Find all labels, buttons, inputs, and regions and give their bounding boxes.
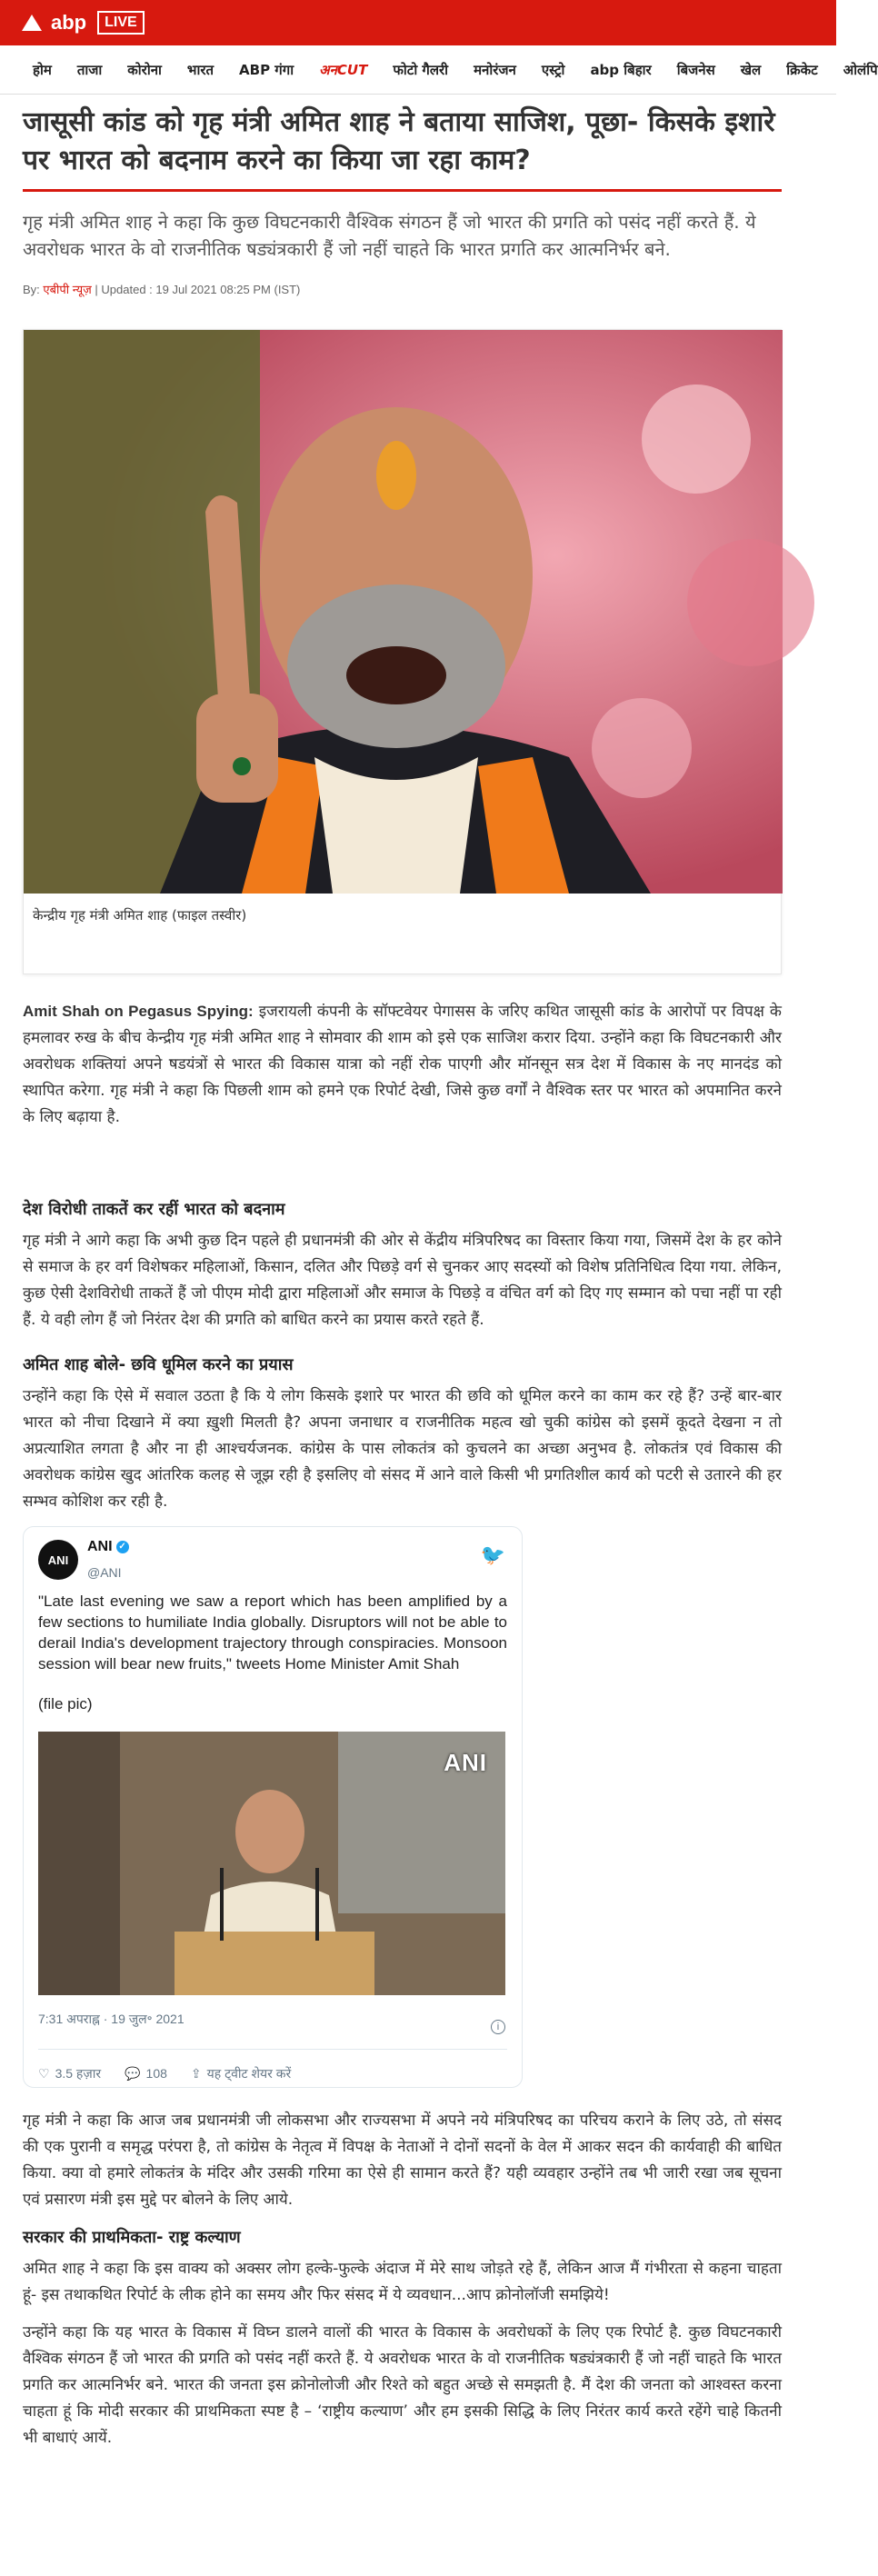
share-icon: ⇪ <box>190 2066 202 2081</box>
article-headline: जासूसी कांड को गृह मंत्री अमित शाह ने बताया साजिश, पूछा- किसके इशारे पर भारत को बदनाम करने का किया जा रहा काम? <box>23 104 782 192</box>
nav-item-2[interactable]: कोरोना <box>127 61 162 78</box>
nav-item-10[interactable]: बिजनेस <box>676 61 715 78</box>
info-icon[interactable]: i <box>491 2020 505 2034</box>
tweet-author-name[interactable] <box>87 1533 129 1560</box>
nav-item-3[interactable]: भारत <box>186 61 215 78</box>
by-label: By: <box>23 283 40 296</box>
main-nav <box>0 45 878 95</box>
tweet-author-name-text: ANI <box>87 1539 113 1554</box>
lead-text: इजरायली कंपनी के सॉफ्टवेयर पेगासस के जरिए कथित जासूसी कांड के आरोपों पर विपक्ष के हमलावर रुख के बीच केन्द्रीय गृह मंत्री अमित शाह ने सोमवार की शाम को इसे एक साजिश करार दिया. उन्होंने कहा कि विघटनकारी और अवरोधक शक्तियां अपने षडयंत्रों से भारत की विकास यात्रा को नहीं रोक पाएगी और मॉनसून सत्र देश में विकास के नए मानदंड को स्थापित करेगा. गृह मंत्री ने कहा कि पिछली शाम को हमने एक रिपोर्ट देखी, जिसे कुछ वर्गों ने वैश्विक स्तर पर भारत को अपमानित करने के लिए बढ़ाया है. <box>23 1003 782 1126</box>
twitter-bird-icon[interactable]: 🐦 <box>480 1543 505 1566</box>
article-body <box>23 998 782 2451</box>
nav-item-13[interactable]: ओलंपि <box>843 61 878 78</box>
paragraph-4: गृह मंत्री ने कहा कि आज जब प्रधानमंत्री जी लोकसभा और राज्यसभा में अपने नये मंत्रिपरिषद का परिचय कराने के लिए उठे, तो संसद की एक पुरानी व समृद्ध परंपरा है, तो कांग्रेस के नेतृत्व में विपक्ष के नेताओं ने दोनों सदनों के वेल में आकर सदन की कार्यवाही की बाधित किया. क्या वो हमारे लोकतंत्र के मंदिर और उसकी गरिमा का ऐसे ही सामान करते हैं? यही व्यवहार उन्होंने तब भी जारी रखा जब सूचना एवं प्रसारण मंत्री इस मुद्दे पर बोलने के लिए आये. <box>23 2112 782 2209</box>
lead-paragraph <box>23 998 782 1131</box>
hero-image[interactable] <box>24 330 783 894</box>
reply-count: 108 <box>145 2066 167 2081</box>
abp-logo[interactable] <box>22 11 145 35</box>
nav-item-11[interactable]: खेल <box>740 61 762 78</box>
hero-image-card <box>23 329 782 974</box>
subheading-2: अमित शाह बोले- छवि धूमिल करने का प्रयास <box>23 1355 294 1374</box>
reply-button[interactable] <box>125 2061 167 2087</box>
tweet-handle[interactable]: @ANI <box>87 1565 122 1580</box>
article-container <box>0 104 836 2451</box>
nav-item-0[interactable]: होम <box>33 61 52 78</box>
nav-item-1[interactable]: ताजा <box>76 61 103 78</box>
image-caption: केन्द्रीय गृह मंत्री अमित शाह (फाइल तस्वीर) <box>33 907 247 924</box>
subheading-1: देश विरोधी ताकतें कर रहीं भारत को बदनाम <box>23 1200 285 1219</box>
tweet-timestamp[interactable]: 7:31 अपराह्न · 19 जुल॰ 2021 <box>38 2012 185 2026</box>
logo-text: abp <box>51 11 87 34</box>
nav-item-5[interactable]: अनCUT <box>319 61 368 78</box>
tweet-photo-watermark: ANI <box>444 1749 487 1776</box>
tweet-header <box>38 1540 507 1580</box>
nav-item-4[interactable]: ABP गंगा <box>239 61 294 78</box>
tweet-file-pic: (file pic) <box>38 1695 93 1712</box>
nav-item-9[interactable]: abp बिहार <box>590 61 652 78</box>
byline <box>23 281 782 297</box>
tweet-photo[interactable] <box>38 1732 505 1995</box>
article-summary: गृह मंत्री अमित शाह ने कहा कि कुछ विघटनकारी वैश्विक संगठन हैं जो भारत की प्रगति को पसंद नहीं करते हैं. ये अवरोधक भारत के वो राजनीतिक षड्यंत्रकारी हैं जो नहीं चाहते कि भारत प्रगति कर आत्मनिर्भर बने. <box>23 211 756 260</box>
share-label: यह ट्वीट शेयर करें <box>206 2066 292 2081</box>
reply-icon: 💬 <box>125 2066 141 2081</box>
nav-item-7[interactable]: मनोरंजन <box>474 61 516 78</box>
lead-bold: Amit Shah on Pegasus Spying: <box>23 1003 254 1020</box>
nav-item-12[interactable]: क्रिकेट <box>786 61 818 78</box>
nav-item-6[interactable]: फोटो गैलरी <box>393 61 449 78</box>
tweet-photo-art <box>38 1732 505 1995</box>
verified-badge-icon: ✓ <box>116 1541 129 1553</box>
author-link[interactable]: एबीपी न्यूज़ <box>43 283 92 296</box>
top-bar <box>0 0 836 45</box>
heart-icon: ♡ <box>38 2066 50 2081</box>
hero-photo-art <box>24 330 783 894</box>
paragraph-2: गृह मंत्री ने आगे कहा कि अभी कुछ दिन पहले ही प्रधानमंत्री की ओर से केंद्रीय मंत्रिपरिषद का विस्तार किया गया, जिसमें देश के हर कोने से समाज के हर वर्ग विशेषकर महिलाओं, किसान, दलित और पिछड़े वर्ग से चुनकर आए सदस्यों को विशेष प्रतिनिधित्व दिया गया. लेकिन, कुछ ऐसी देशविरोधी ताकतें हैं जो पीएम मोदी द्वारा महिलाओं और समाज के पिछड़े व वंचित वर्ग को दिए गए सम्मान को पचा नहीं पा रही हैं. ये वही लोग हैं जो निरंतर देश की प्रगति को बाधित करने का प्रयास करते रहते हैं. <box>23 1232 782 1329</box>
embedded-tweet[interactable] <box>23 1526 523 2088</box>
share-button[interactable] <box>191 2061 291 2087</box>
live-badge[interactable]: LIVE <box>97 11 145 35</box>
tweet-avatar[interactable]: ANI <box>38 1540 78 1580</box>
abp-logo-icon <box>22 15 42 31</box>
nav-item-8[interactable]: एस्ट्रो <box>541 61 565 78</box>
paragraph-5: अमित शाह ने कहा कि इस वाक्य को अक्सर लोग हल्के-फुल्के अंदाज में मेरे साथ जोड़ते रहे हैं, लेकिन आज मैं गंभीरता से कहना चाहता हूं- इस तथाकथित रिपोर्ट के लीक होने का समय और फिर संसद में ये व्यवधान...आप क्रोनोलॉजी समझिये! <box>23 2260 782 2304</box>
tweet-actions <box>38 2049 507 2087</box>
paragraph-3: उन्होंने कहा कि ऐसे में सवाल उठता है कि ये लोग किसके इशारे पर भारत की छवि को धूमिल करने का काम कर रहे हैं? उन्हें बार-बार भारत को नीचा दिखाने में क्या ख़ुशी मिलती है? अपना जनाधार व राजनीतिक महत्व खो चुकी कांग्रेस को इसमें कूदते देखना न तो अप्रत्याशित लगता है और ना ही आश्चर्यजनक. कांग्रेस के पास लोकतंत्र को कुचलने का अच्छा अनुभव है. लोकतंत्र एवं विकास की अवरोधक कांग्रेस खुद आंतरिक कलह से जूझ रही है इसलिए वो संसद में आने वाले किसी भी प्रगतिशील कार्य को पटरी से उतारने की हर सम्भव कोशिश कर रही है. <box>23 1387 782 1511</box>
tweet-text: "Late last evening we saw a report which has been amplified by a few sections to humiliate India globally. Disruptors will not be able to derail India's development trajectory through conspiracies. Monsoon session will bear new fruits," tweets Home Minister Amit Shah <box>38 1593 507 1672</box>
subheading-3: सरकार की प्राथमिकता- राष्ट्र कल्याण <box>23 2228 241 2247</box>
paragraph-6: उन्होंने कहा कि यह भारत के विकास में विघ्न डालने वालों की भारत के विकास के अवरोधकों के लिए एक रिपोर्ट है. कुछ विघटनकारी वैश्विक संगठन हैं जो भारत की प्रगति को पसंद नहीं करते हैं. ये अवरोधक भारत के वो राजनीतिक षड्यंत्रकारी हैं जो नहीं चाहते कि भारत प्रगति कर आत्मनिर्भर बने. भारत की जनता इस क्रोनोलोजी और रिश्ते को बहुत अच्छे से समझती है. मैं देश की जनता को आश्वस्त करना चाहता हूं कि मोदी सरकार की प्राथमिकता स्पष्ट है – ‘राष्ट्रीय कल्याण’ और हम इसकी सिद्धि के लिए निरंतर कार्य करते रहेंगे चाहे कितनी भी बाधाएं आयें. <box>23 2323 782 2447</box>
like-count: 3.5 हज़ार <box>55 2066 102 2081</box>
updated-time: | Updated : 19 Jul 2021 08:25 PM (IST) <box>95 283 301 296</box>
like-button[interactable] <box>38 2061 101 2087</box>
